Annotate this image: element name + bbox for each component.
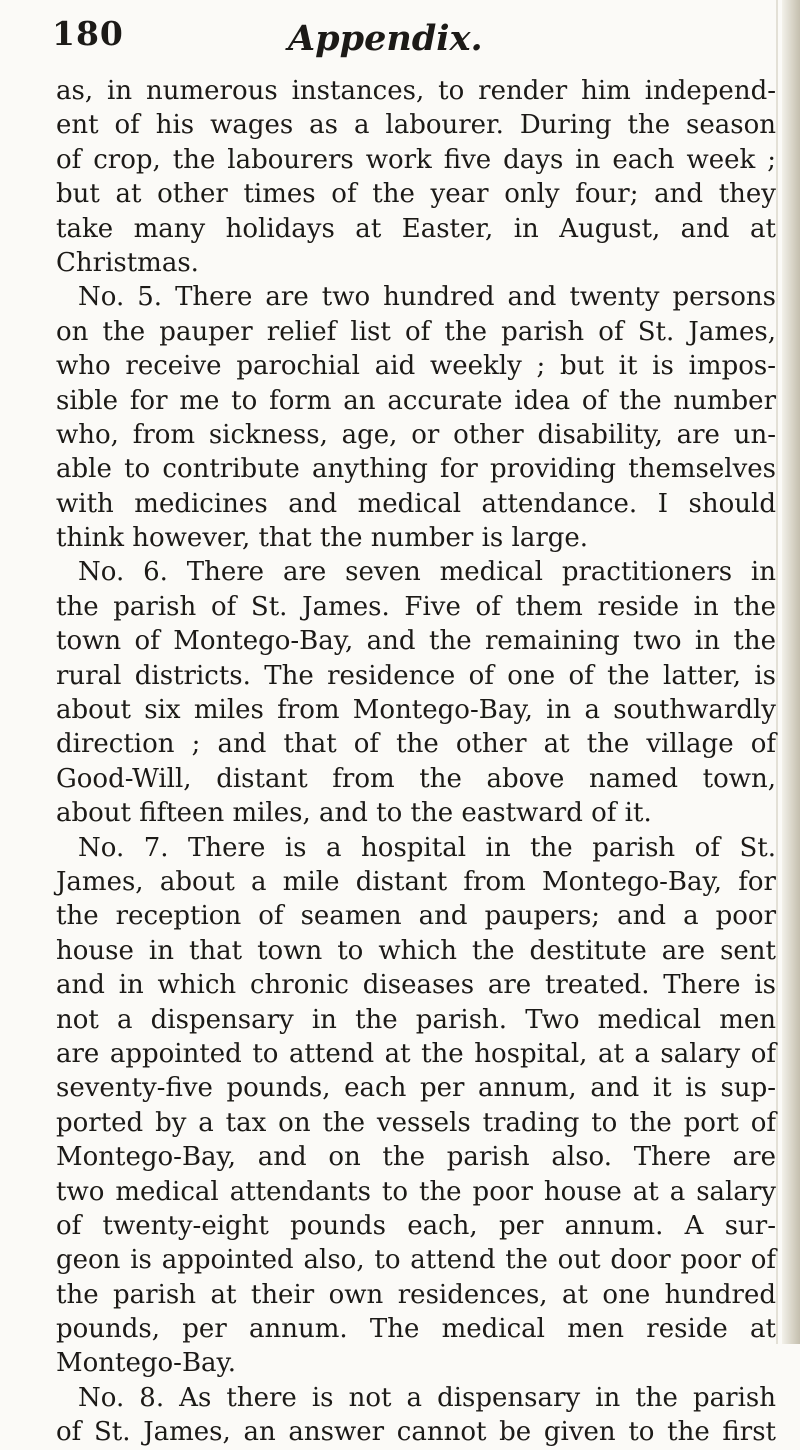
text-line: are appointed to attend at the hospital, at a salary of xyxy=(56,1038,776,1069)
text-line: about fifteen miles, and to the eastward of it. xyxy=(56,798,652,829)
body-text xyxy=(56,74,776,1450)
text-line: about six miles from Montego-Bay, in a southwardly xyxy=(56,695,776,726)
page-edge-shadow xyxy=(776,0,778,1344)
text-line: but at other times of the year only four; and they xyxy=(56,179,776,210)
text-line: Christmas. xyxy=(56,247,199,278)
page-header xyxy=(52,14,752,64)
text-line: as, in numerous instances, to render him independ- xyxy=(56,76,776,106)
text-line: the parish at their own residences, at one hundred xyxy=(56,1279,776,1310)
text-line: direction ; and that of the other at the village of xyxy=(56,729,776,760)
text-line: of twenty-eight pounds each, per annum. A sur- xyxy=(56,1210,776,1241)
text-line: with medicines and medical attendance. I should xyxy=(56,488,776,519)
text-line: not a dispensary in the parish. Two medical men xyxy=(56,1004,776,1035)
text-line: of St. James, an answer cannot be given to the first xyxy=(56,1417,776,1448)
text-line: No. 7. There is a hospital in the parish of St. xyxy=(78,832,776,863)
text-line: Montego-Bay, and on the parish also. There are xyxy=(56,1142,776,1173)
text-line: James, about a mile distant from Montego-Bay, for xyxy=(56,866,776,897)
text-line: two medical attendants to the poor house at a salary xyxy=(56,1176,776,1207)
text-line: and in which chronic diseases are treated. There is xyxy=(56,970,776,1001)
text-line: seventy-five pounds, each per annum, and it is sup- xyxy=(56,1073,776,1104)
text-line: take many holidays at Easter, in August, and at xyxy=(56,213,776,244)
text-line: who, from sickness, age, or other disability, are un- xyxy=(56,419,776,450)
text-line: town of Montego-Bay, and the remaining two in the xyxy=(56,626,776,657)
text-line: No. 8. As there is not a dispensary in the parish xyxy=(78,1382,776,1413)
text-line: think however, that the number is large. xyxy=(56,523,589,554)
text-line: on the pauper relief list of the parish of St. James, xyxy=(56,316,776,347)
text-line: Montego-Bay. xyxy=(56,1348,237,1379)
page-edge xyxy=(782,0,800,1344)
text-line: ported by a tax on the vessels trading to the port of xyxy=(56,1107,776,1138)
text-line: No. 5. There are two hundred and twenty persons xyxy=(78,282,776,313)
text-line: geon is appointed also, to attend the out door poor of xyxy=(56,1245,776,1276)
text-line: the parish of St. James. Five of them reside in the xyxy=(56,591,776,622)
text-line: ent of his wages as a labourer. During the season xyxy=(56,110,776,141)
page-number: 180 xyxy=(52,14,124,53)
text-line: house in that town to which the destitute are sent xyxy=(56,935,776,966)
text-line: Good-Will, distant from the above named town, xyxy=(56,763,776,794)
text-line: sible for me to form an accurate idea of the number xyxy=(56,385,776,416)
text-line: rural districts. The residence of one of the latter, is xyxy=(56,660,776,691)
text-line: No. 6. There are seven medical practitioners in xyxy=(78,557,776,588)
text-line: the reception of seamen and paupers; and a poor xyxy=(56,901,776,932)
running-head: Appendix. xyxy=(288,18,483,59)
text-line: who receive parochial aid weekly ; but it is impos- xyxy=(56,351,776,382)
text-line: able to contribute anything for providing themselves xyxy=(56,454,776,485)
text-line: pounds, per annum. The medical men reside at xyxy=(56,1314,776,1345)
text-line: of crop, the labourers work five days in each week ; xyxy=(56,144,776,175)
